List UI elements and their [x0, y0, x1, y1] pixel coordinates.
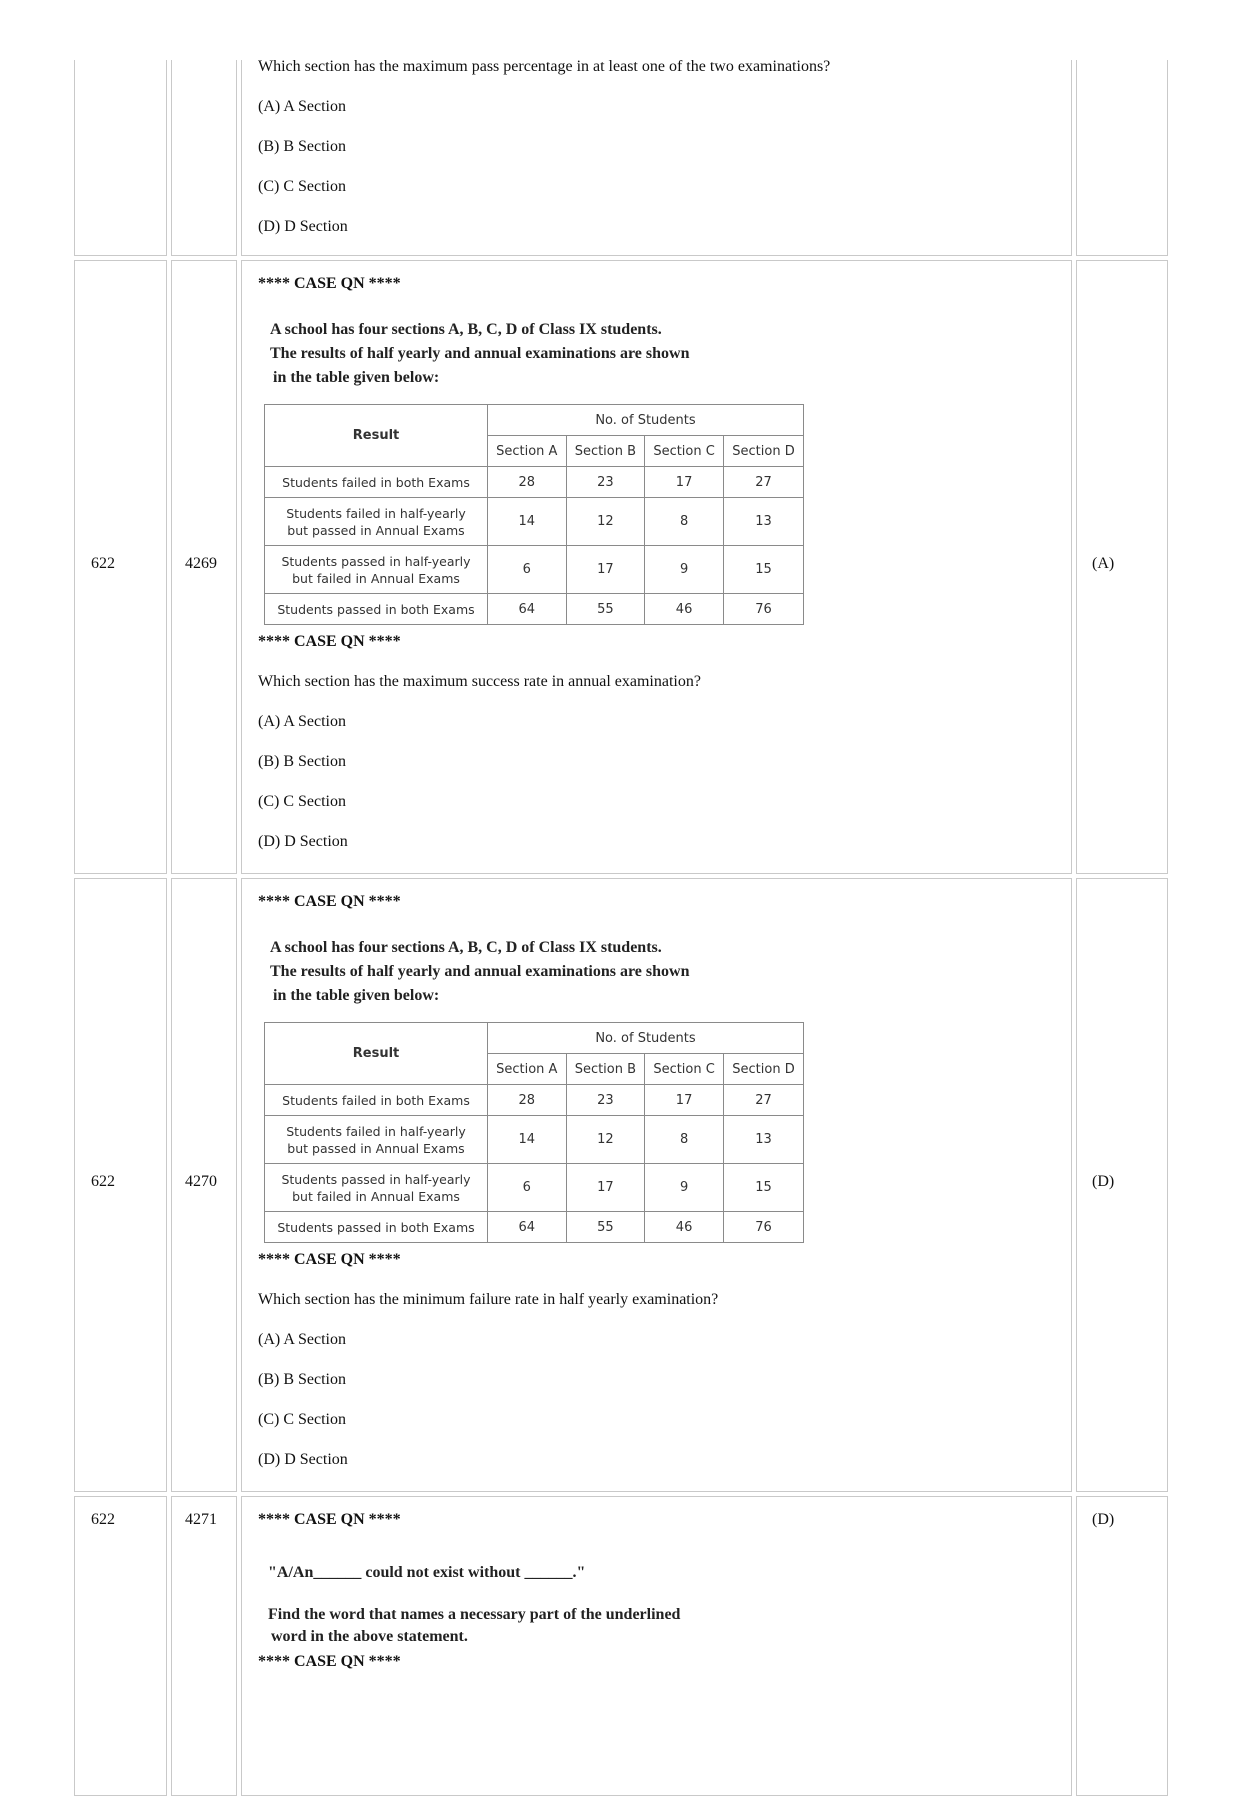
question-id: 4269 — [185, 555, 217, 572]
table-cell: 27 — [723, 467, 803, 498]
case-intro-line: The results of half yearly and annual examinations are shown — [270, 963, 690, 980]
question-text: Which section has the maximum success rate in annual examination? — [258, 673, 701, 690]
row-label-text: Students passed in half-yearly — [281, 1171, 471, 1187]
results-table — [264, 404, 804, 625]
row-label-text: Students failed in both Exams — [282, 1092, 470, 1108]
column-header: Section C — [645, 1054, 724, 1085]
table-cell: 55 — [566, 594, 645, 625]
option-a: (A) A Section — [258, 98, 346, 115]
column-header: Section A — [488, 436, 567, 467]
option-a: (A) A Section — [258, 713, 346, 730]
cell-frame — [74, 878, 167, 1492]
table-cell: 76 — [723, 1212, 803, 1243]
row-label-text: Students passed in both Exams — [277, 1219, 475, 1235]
table-cell: 15 — [723, 1164, 803, 1212]
case-intro — [270, 318, 689, 390]
row-label-text: but passed in Annual Exams — [287, 1140, 465, 1156]
table-cell: 64 — [488, 594, 567, 625]
row-label-text: Students passed in half-yearly — [281, 553, 471, 569]
column-header: Section B — [566, 1054, 645, 1085]
column-header: Section D — [723, 436, 803, 467]
table-cell: 28 — [488, 467, 567, 498]
cell-frame — [1076, 60, 1168, 256]
subject-code: 622 — [91, 1173, 115, 1190]
table-cell: 8 — [645, 1116, 724, 1164]
table-cell: 15 — [723, 546, 803, 594]
table-cell: 12 — [566, 1116, 645, 1164]
case-marker: **** CASE QN **** — [258, 1511, 401, 1528]
group-header: No. of Students — [488, 1023, 804, 1054]
table-cell: 8 — [645, 498, 724, 546]
table-cell: 55 — [566, 1212, 645, 1243]
option-d: (D) D Section — [258, 1451, 348, 1468]
table-cell: 6 — [488, 1164, 567, 1212]
instruction-line: word in the above statement. — [271, 1628, 468, 1645]
row-label — [265, 546, 488, 594]
row-label — [265, 498, 488, 546]
case-intro — [270, 936, 689, 1008]
row-label — [265, 1085, 488, 1116]
row-label-text: but failed in Annual Exams — [292, 1188, 460, 1204]
question-id: 4270 — [185, 1173, 217, 1190]
row-label-text: Students failed in half-yearly — [286, 1123, 466, 1139]
table-cell: 13 — [723, 1116, 803, 1164]
option-a: (A) A Section — [258, 1331, 346, 1348]
cell-frame — [74, 60, 167, 256]
question-text: Which section has the maximum pass percentage in at least one of the two examinations? — [258, 58, 831, 75]
case-marker: **** CASE QN **** — [258, 275, 401, 292]
table-cell: 64 — [488, 1212, 567, 1243]
case-marker: **** CASE QN **** — [258, 1653, 401, 1670]
option-d: (D) D Section — [258, 218, 348, 235]
table-cell: 17 — [645, 1085, 724, 1116]
cell-frame — [74, 260, 167, 874]
table-cell: 46 — [645, 594, 724, 625]
table-cell: 76 — [723, 594, 803, 625]
table-cell: 14 — [488, 498, 567, 546]
question-id: 4271 — [185, 1511, 217, 1528]
row-label-text: Students failed in both Exams — [282, 474, 470, 490]
table-cell: 14 — [488, 1116, 567, 1164]
case-statement: "A/An______ could not exist without ______." — [268, 1564, 586, 1581]
table-cell: 46 — [645, 1212, 724, 1243]
table-cell: 28 — [488, 1085, 567, 1116]
row-label-text: Students passed in both Exams — [277, 601, 475, 617]
table-cell: 23 — [566, 1085, 645, 1116]
option-c: (C) C Section — [258, 178, 346, 195]
table-cell: 6 — [488, 546, 567, 594]
column-header: Section A — [488, 1054, 567, 1085]
answer-key: (D) — [1092, 1511, 1115, 1528]
cell-frame — [1076, 260, 1168, 874]
table-cell: 23 — [566, 467, 645, 498]
case-intro-line: A school has four sections A, B, C, D of Class IX students. — [270, 321, 662, 338]
column-header: Section D — [723, 1054, 803, 1085]
cell-frame — [1076, 1496, 1168, 1796]
option-b: (B) B Section — [258, 1371, 346, 1388]
answer-key: (A) — [1092, 555, 1115, 572]
option-c: (C) C Section — [258, 793, 346, 810]
cell-frame — [1076, 878, 1168, 1492]
column-header: Section C — [645, 436, 724, 467]
table-cell: 9 — [645, 1164, 724, 1212]
option-b: (B) B Section — [258, 753, 346, 770]
row-label-text: but failed in Annual Exams — [292, 570, 460, 586]
instruction-line: Find the word that names a necessary part of the underlined — [268, 1606, 681, 1623]
table-cell: 9 — [645, 546, 724, 594]
case-instruction — [268, 1604, 680, 1648]
row-label-text: Students failed in half-yearly — [286, 505, 466, 521]
question-text: Which section has the minimum failure rate in half yearly examination? — [258, 1291, 719, 1308]
table-cell: 12 — [566, 498, 645, 546]
subject-code: 622 — [91, 1511, 115, 1528]
case-marker: **** CASE QN **** — [258, 633, 401, 650]
table-cell: 27 — [723, 1085, 803, 1116]
case-intro-line: The results of half yearly and annual examinations are shown — [270, 345, 690, 362]
table-cell: 17 — [566, 1164, 645, 1212]
row-label — [265, 1116, 488, 1164]
group-header: No. of Students — [488, 405, 804, 436]
table-cell: 17 — [645, 467, 724, 498]
results-table — [264, 1022, 804, 1243]
option-c: (C) C Section — [258, 1411, 346, 1428]
answer-key: (D) — [1092, 1173, 1115, 1190]
result-header: Result — [265, 405, 488, 467]
table-cell: 17 — [566, 546, 645, 594]
cell-frame — [241, 60, 1072, 256]
case-marker: **** CASE QN **** — [258, 893, 401, 910]
cell-frame — [171, 60, 237, 256]
row-label-text: but passed in Annual Exams — [287, 522, 465, 538]
case-intro-line: A school has four sections A, B, C, D of Class IX students. — [270, 939, 662, 956]
result-header: Result — [265, 1023, 488, 1085]
row-label — [265, 1164, 488, 1212]
case-intro-line: in the table given below: — [273, 369, 440, 386]
cell-frame — [171, 1496, 237, 1796]
row-label — [265, 594, 488, 625]
case-intro-line: in the table given below: — [273, 987, 440, 1004]
row-label — [265, 467, 488, 498]
table-cell: 13 — [723, 498, 803, 546]
row-label — [265, 1212, 488, 1243]
case-marker: **** CASE QN **** — [258, 1251, 401, 1268]
option-b: (B) B Section — [258, 138, 346, 155]
column-header: Section B — [566, 436, 645, 467]
subject-code: 622 — [91, 555, 115, 572]
cell-frame — [74, 1496, 167, 1796]
option-d: (D) D Section — [258, 833, 348, 850]
